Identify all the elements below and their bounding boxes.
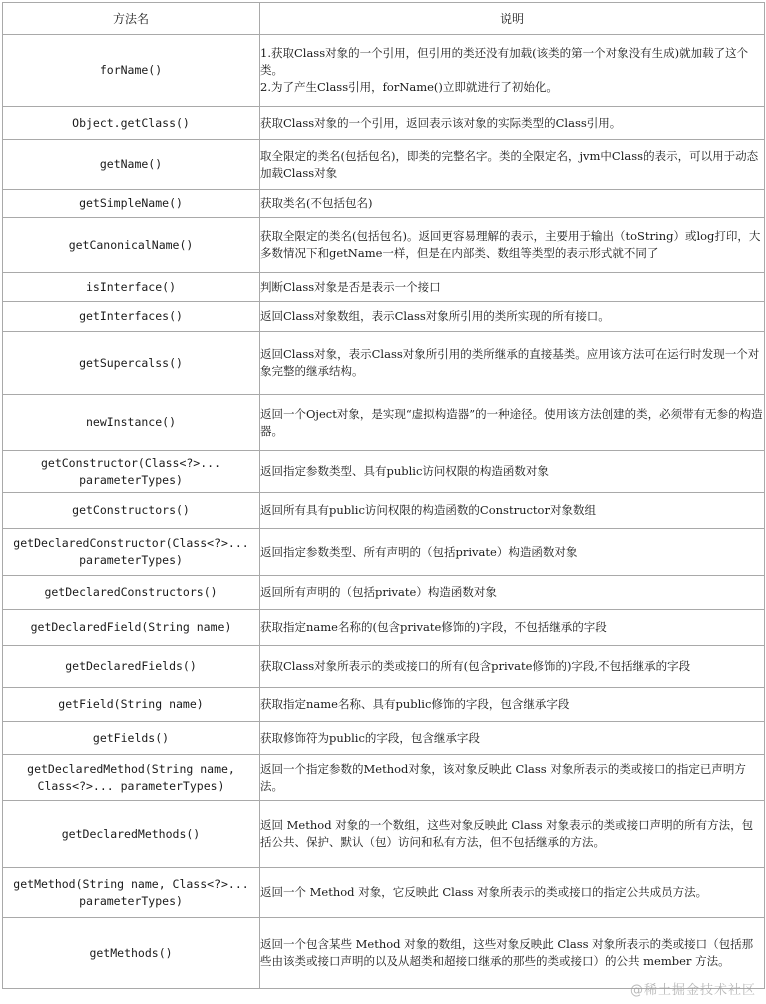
description-cell bbox=[260, 755, 765, 801]
description-line: 取全限定的类名(包括包名)，即类的完整名字。类的全限定名，jvm中Class的表示，可以用于动态加载Class对象 bbox=[260, 148, 759, 180]
description-line: 返回所有具有public访问权限的构造函数的Constructor对象数组 bbox=[260, 503, 596, 517]
description-cell bbox=[260, 529, 765, 576]
method-name-cell: forName() bbox=[3, 35, 260, 107]
description-cell bbox=[260, 646, 765, 688]
description-line: 获取Class对象的一个引用，返回表示该对象的实际类型的Class引用。 bbox=[260, 115, 622, 130]
table-row bbox=[3, 451, 765, 493]
description-line: 获取修饰符为public的字段，包含继承字段 bbox=[260, 730, 480, 745]
description-cell bbox=[260, 273, 765, 302]
description-line: 获取全限定的类名(包括包名)。返回更容易理解的表示，主要用于输出（toString）或log打印，大多数情况下和getName一样，但是在内部类、数组等类型的表示形式就不同了 bbox=[260, 229, 761, 260]
description-cell bbox=[260, 868, 765, 918]
method-name-cell: getSupercalss() bbox=[3, 332, 260, 395]
header-description: 说明 bbox=[260, 3, 765, 35]
description-cell bbox=[260, 190, 765, 218]
table-row bbox=[3, 646, 765, 688]
method-name-cell: getFields() bbox=[3, 722, 260, 755]
table-row bbox=[3, 140, 765, 190]
table-row bbox=[3, 801, 765, 868]
method-name-cell: getInterfaces() bbox=[3, 302, 260, 332]
header-method-name: 方法名 bbox=[3, 3, 260, 35]
api-methods-table bbox=[2, 2, 765, 989]
method-name-cell: getConstructors() bbox=[3, 493, 260, 529]
method-name-cell: getDeclaredFields() bbox=[3, 646, 260, 688]
description-cell bbox=[260, 576, 765, 610]
description-cell bbox=[260, 722, 765, 755]
table-row bbox=[3, 107, 765, 140]
description-line: 获取指定name名称、具有public修饰的字段，包含继承字段 bbox=[260, 697, 570, 711]
description-cell bbox=[260, 332, 765, 395]
table-row bbox=[3, 918, 765, 989]
description-cell bbox=[260, 610, 765, 646]
table-row bbox=[3, 218, 765, 273]
description-line: 获取类名(不包括包名) bbox=[260, 196, 373, 210]
description-line: 返回一个指定参数的Method对象，该对象反映此 Class 对象所表示的类或接口的指定已声明方法。 bbox=[260, 761, 746, 793]
table-row bbox=[3, 576, 765, 610]
table-row bbox=[3, 722, 765, 755]
description-cell bbox=[260, 395, 765, 451]
description-cell bbox=[260, 493, 765, 529]
table-row bbox=[3, 190, 765, 218]
table-row bbox=[3, 395, 765, 451]
table-row bbox=[3, 332, 765, 395]
description-cell bbox=[260, 107, 765, 140]
description-line: 返回Class对象数组，表示Class对象所引用的类所实现的所有接口。 bbox=[260, 309, 610, 323]
description-cell bbox=[260, 801, 765, 868]
description-line: 返回指定参数类型、具有public访问权限的构造函数对象 bbox=[260, 464, 549, 478]
method-name-cell: getMethod(String name, Class<?>... parameterTypes) bbox=[3, 868, 260, 918]
table-row bbox=[3, 755, 765, 801]
method-name-cell: getSimpleName() bbox=[3, 190, 260, 218]
watermark: @稀土掘金技术社区 bbox=[629, 983, 756, 998]
method-name-cell: isInterface() bbox=[3, 273, 260, 302]
header-row bbox=[3, 3, 765, 35]
table-row bbox=[3, 529, 765, 576]
method-name-cell: getName() bbox=[3, 140, 260, 190]
description-line: 判断Class对象是否是表示一个接口 bbox=[260, 279, 441, 294]
table-row bbox=[3, 493, 765, 529]
description-line: 返回一个Oject对象，是实现“虚拟构造器”的一种途径。使用该方法创建的类，必须带有无参的构造器。 bbox=[260, 406, 763, 438]
description-cell bbox=[260, 218, 765, 273]
table-row bbox=[3, 610, 765, 646]
description-cell bbox=[260, 451, 765, 493]
description-line: 获取指定name名称的(包含private修饰的)字段，不包括继承的字段 bbox=[260, 620, 607, 634]
description-line: 返回 Method 对象的一个数组，这些对象反映此 Class 对象表示的类或接口声明的所有方法，包括公共、保护、默认（包）访问和私有方法，但不包括继承的方法。 bbox=[260, 818, 754, 849]
description-line: 返回一个 Method 对象，它反映此 Class 对象所表示的类或接口的指定公共成员方法。 bbox=[260, 885, 708, 899]
method-name-cell: getDeclaredConstructor(Class<?>... parameterTypes) bbox=[3, 529, 260, 576]
description-cell bbox=[260, 302, 765, 332]
description-line: 返回所有声明的（包括private）构造函数对象 bbox=[260, 585, 497, 599]
table-row bbox=[3, 688, 765, 722]
method-name-cell: getCanonicalName() bbox=[3, 218, 260, 273]
description-cell bbox=[260, 918, 765, 989]
method-name-cell: getDeclaredConstructors() bbox=[3, 576, 260, 610]
table-row bbox=[3, 273, 765, 302]
description-cell bbox=[260, 140, 765, 190]
description-line: 1.获取Class对象的一个引用，但引用的类还没有加载(该类的第一个对象没有生成)就加载了这个类。 bbox=[260, 46, 749, 77]
description-line: 获取Class对象所表示的类或接口的所有(包含private修饰的)字段,不包括继承的字段 bbox=[260, 659, 691, 673]
method-name-cell: Object.getClass() bbox=[3, 107, 260, 140]
method-name-cell: getConstructor(Class<?>... parameterTypes) bbox=[3, 451, 260, 493]
description-line: 返回Class对象，表示Class对象所引用的类所继承的直接基类。应用该方法可在运行时发现一个对象完整的继承结构。 bbox=[260, 347, 760, 378]
description-line: 返回指定参数类型、所有声明的（包括private）构造函数对象 bbox=[260, 544, 578, 559]
table-row bbox=[3, 302, 765, 332]
description-cell bbox=[260, 35, 765, 107]
method-name-cell: getDeclaredMethod(String name, Class<?>... parameterTypes) bbox=[3, 755, 260, 801]
method-name-cell: newInstance() bbox=[3, 395, 260, 451]
method-name-cell: getMethods() bbox=[3, 918, 260, 989]
description-line: 返回一个包含某些 Method 对象的数组，这些对象反映此 Class 对象所表示的类或接口（包括那些由该类或接口声明的以及从超类和超接口继承的那些的类或接口）的公共 member 方法。 bbox=[260, 937, 754, 968]
description-line: 2.为了产生Class引用，forName()立即就进行了初始化。 bbox=[260, 80, 558, 94]
table-row bbox=[3, 35, 765, 107]
method-name-cell: getDeclaredField(String name) bbox=[3, 610, 260, 646]
table-row bbox=[3, 868, 765, 918]
method-name-cell: getDeclaredMethods() bbox=[3, 801, 260, 868]
description-cell bbox=[260, 688, 765, 722]
method-name-cell: getField(String name) bbox=[3, 688, 260, 722]
